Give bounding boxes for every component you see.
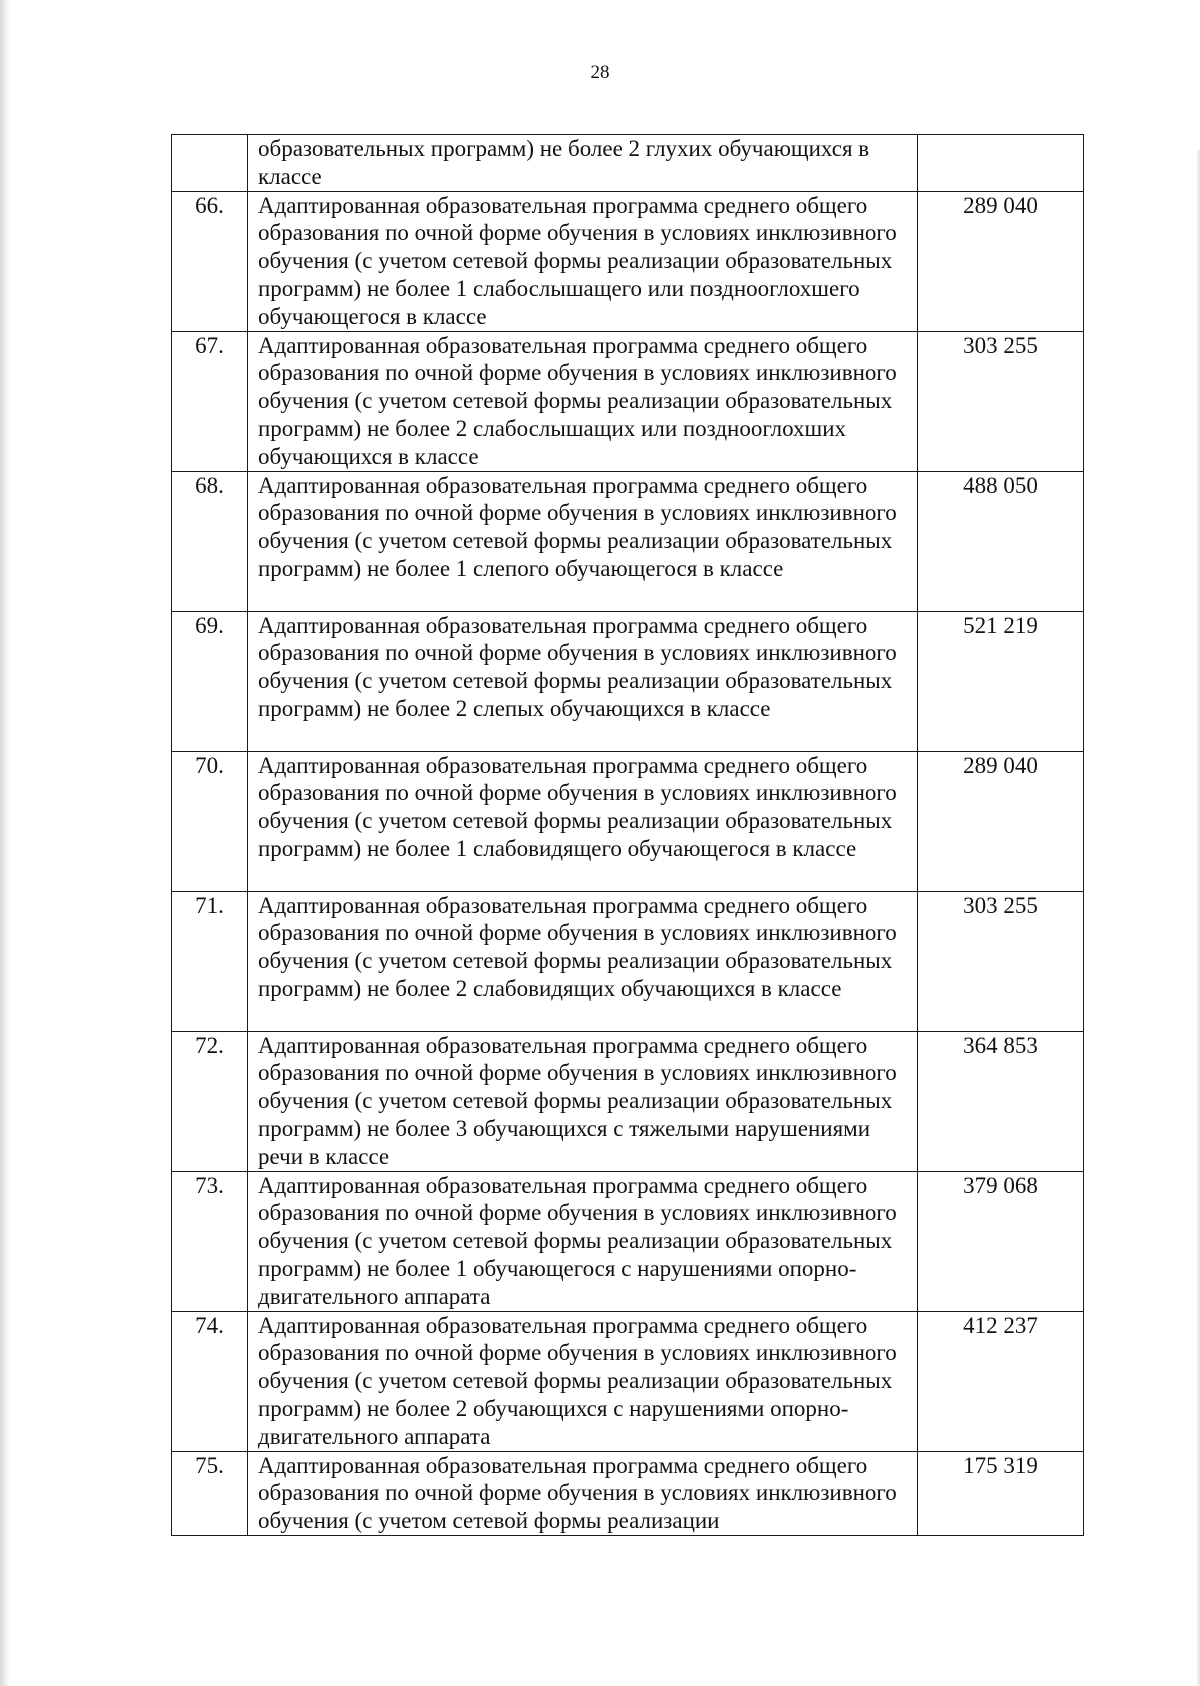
- table-row: [172, 1311, 1084, 1451]
- row-description: Адаптированная образовательная программа среднего общего образования по очной форме обучения в условиях инклюзивного обучения (с учетом сетевой формы реализации образовательных программ) не более 3 обучающихся с тяжелыми нарушениями речи в классе: [248, 1031, 918, 1171]
- row-number: 74.: [172, 1311, 248, 1451]
- row-number: 69.: [172, 611, 248, 751]
- row-number: 73.: [172, 1171, 248, 1311]
- row-number: 67.: [172, 331, 248, 471]
- row-description: Адаптированная образовательная программа среднего общего образования по очной форме обучения в условиях инклюзивного обучения (с учетом сетевой формы реализации: [248, 1451, 918, 1535]
- row-value: [918, 135, 1084, 192]
- scan-edge-right: [1196, 150, 1200, 1686]
- row-description: Адаптированная образовательная программа среднего общего образования по очной форме обучения в условиях инклюзивного обучения (с учетом сетевой формы реализации образовательных программ) не более 1 слепого обучающегося в классе: [248, 471, 918, 611]
- row-value: 289 040: [918, 751, 1084, 891]
- scan-edge-left: [0, 0, 10, 1686]
- row-value: 175 319: [918, 1451, 1084, 1535]
- row-number: 71.: [172, 891, 248, 1031]
- row-number: [172, 135, 248, 192]
- row-description: Адаптированная образовательная программа среднего общего образования по очной форме обучения в условиях инклюзивного обучения (с учетом сетевой формы реализации образовательных программ) не более 2 слепых обучающихся в классе: [248, 611, 918, 751]
- row-value: 521 219: [918, 611, 1084, 751]
- row-description: Адаптированная образовательная программа среднего общего образования по очной форме обучения в условиях инклюзивного обучения (с учетом сетевой формы реализации образовательных программ) не более 1 обучающегося с нарушениями опорно-двигательного аппарата: [248, 1171, 918, 1311]
- row-description: Адаптированная образовательная программа среднего общего образования по очной форме обучения в условиях инклюзивного обучения (с учетом сетевой формы реализации образовательных программ) не более 2 слабовидящих обучающихся в классе: [248, 891, 918, 1031]
- row-value: 379 068: [918, 1171, 1084, 1311]
- row-value: 364 853: [918, 1031, 1084, 1171]
- table-row: [172, 891, 1084, 1031]
- row-number: 72.: [172, 1031, 248, 1171]
- row-value: 289 040: [918, 191, 1084, 331]
- table-body: [172, 135, 1084, 1536]
- table-row: [172, 191, 1084, 331]
- row-description: Адаптированная образовательная программа среднего общего образования по очной форме обучения в условиях инклюзивного обучения (с учетом сетевой формы реализации образовательных программ) не более 1 слабослышащего или позднооглохшего обучающегося в классе: [248, 191, 918, 331]
- row-value: 488 050: [918, 471, 1084, 611]
- row-description: образовательных программ) не более 2 глухих обучающихся в классе: [248, 135, 918, 192]
- table-row: [172, 135, 1084, 192]
- table-row: [172, 751, 1084, 891]
- table-row: [172, 611, 1084, 751]
- table-row: [172, 471, 1084, 611]
- table-row: [172, 1031, 1084, 1171]
- table-row: [172, 331, 1084, 471]
- row-description: Адаптированная образовательная программа среднего общего образования по очной форме обучения в условиях инклюзивного обучения (с учетом сетевой формы реализации образовательных программ) не более 2 обучающихся с нарушениями опорно-двигательного аппарата: [248, 1311, 918, 1451]
- row-value: 303 255: [918, 331, 1084, 471]
- row-value: 412 237: [918, 1311, 1084, 1451]
- page-number: 28: [590, 62, 610, 83]
- table-row: [172, 1171, 1084, 1311]
- tariff-table: [171, 134, 1084, 1536]
- row-number: 66.: [172, 191, 248, 331]
- row-number: 70.: [172, 751, 248, 891]
- row-number: 68.: [172, 471, 248, 611]
- row-value: 303 255: [918, 891, 1084, 1031]
- row-description: Адаптированная образовательная программа среднего общего образования по очной форме обучения в условиях инклюзивного обучения (с учетом сетевой формы реализации образовательных программ) не более 1 слабовидящего обучающегося в классе: [248, 751, 918, 891]
- row-number: 75.: [172, 1451, 248, 1535]
- row-description: Адаптированная образовательная программа среднего общего образования по очной форме обучения в условиях инклюзивного обучения (с учетом сетевой формы реализации образовательных программ) не более 2 слабослышащих или позднооглохших обучающихся в классе: [248, 331, 918, 471]
- table-row: [172, 1451, 1084, 1535]
